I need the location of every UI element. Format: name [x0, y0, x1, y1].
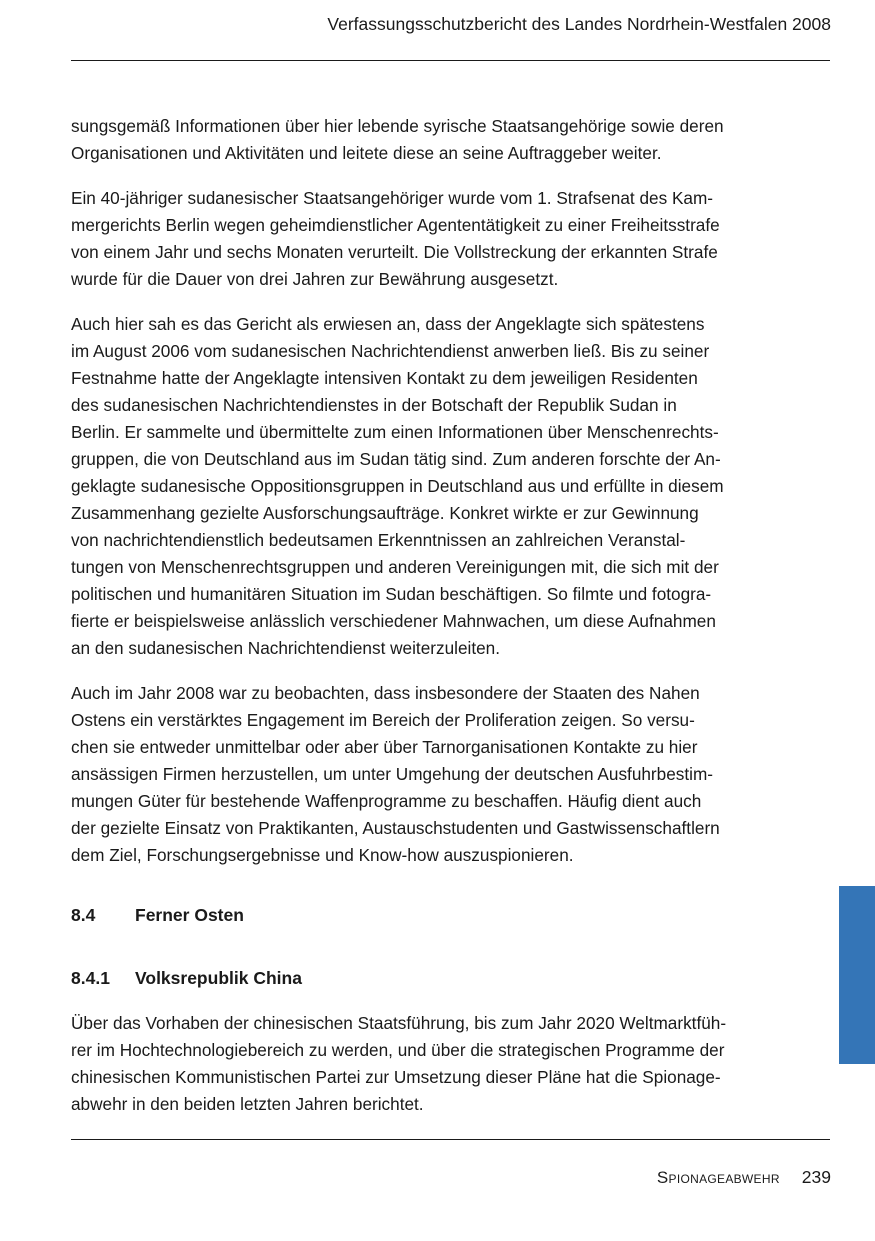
paragraph [71, 113, 787, 167]
paragraph [71, 311, 787, 662]
text-line: Ostens ein verstärktes Engagement im Bereich der Proliferation zeigen. So versu- [71, 710, 695, 730]
paragraph [71, 1010, 787, 1118]
paragraph [71, 680, 787, 869]
text-line: an den sudanesischen Nachrichtendienst weiterzuleiten. [71, 638, 500, 658]
text-line: rer im Hochtechnologiebereich zu werden, und über die strategischen Programme der [71, 1040, 725, 1060]
text-line: im August 2006 vom sudanesischen Nachrichtendienst anwerben ließ. Bis zu seiner [71, 341, 710, 361]
text-line: Über das Vorhaben der chinesischen Staatsführung, bis zum Jahr 2020 Weltmarktfüh- [71, 1013, 727, 1033]
page-body [71, 113, 787, 1136]
footer-section-label: Spionageabwehr [656, 1168, 780, 1187]
page-footer [657, 1165, 831, 1190]
text-line: Auch hier sah es das Gericht als erwiesen an, dass der Angeklagte sich spätestens [71, 314, 705, 334]
section-number: 8.4.1 [71, 968, 110, 988]
paragraph [71, 185, 787, 293]
section-number: 8.4 [71, 905, 96, 925]
text-line: chen sie entweder unmittelbar oder aber über Tarnorganisationen Kontakte zu hier [71, 737, 698, 757]
text-line: Ein 40-jähriger sudanesischer Staatsangehöriger wurde vom 1. Strafsenat des Kam- [71, 188, 714, 208]
text-line: mungen Güter für bestehende Waffenprogramme zu beschaffen. Häufig dient auch [71, 791, 702, 811]
text-line: Auch im Jahr 2008 war zu beobachten, dass insbesondere der Staaten des Nahen [71, 683, 700, 703]
text-line: fierte er beispielsweise anlässlich verschiedener Mahnwachen, um diese Aufnahmen [71, 611, 716, 631]
text-line: politischen und humanitären Situation im Sudan beschäftigen. So filmte und fotogra- [71, 584, 712, 604]
text-line: tungen von Menschenrechtsgruppen und anderen Vereinigungen mit, die sich mit der [71, 557, 719, 577]
text-line: von nachrichtendienstlich bedeutsamen Erkenntnissen an zahlreichen Veranstal- [71, 530, 686, 550]
section-heading-8-4 [71, 902, 787, 929]
page-number: 239 [801, 1167, 831, 1187]
section-title: Volksrepublik China [135, 968, 302, 988]
text-line: Festnahme hatte der Angeklagte intensiven Kontakt zu dem jeweiligen Residenten [71, 368, 698, 388]
text-line: Berlin. Er sammelte und übermittelte zum einen Informationen über Menschenrechts- [71, 422, 719, 442]
footer-rule [71, 1139, 830, 1140]
text-line: abwehr in den beiden letzten Jahren berichtet. [71, 1094, 424, 1114]
section-heading-8-4-1 [71, 965, 787, 992]
text-line: dem Ziel, Forschungsergebnisse und Know-how auszuspionieren. [71, 845, 574, 865]
text-line: chinesischen Kommunistischen Partei zur Umsetzung dieser Pläne hat die Spionage- [71, 1067, 721, 1087]
text-line: geklagte sudanesische Oppositionsgruppen in Deutschland aus und erfüllte in diesem [71, 476, 724, 496]
text-line: mergerichts Berlin wegen geheimdienstlicher Agententätigkeit zu einer Freiheitsstrafe [71, 215, 720, 235]
text-line: ansässigen Firmen herzustellen, um unter Umgehung der deutschen Ausfuhrbestim- [71, 764, 714, 784]
running-header: Verfassungsschutzbericht des Landes Nordrhein-Westfalen 2008 [327, 14, 831, 34]
section-title: Ferner Osten [135, 905, 244, 925]
text-line: des sudanesischen Nachrichtendienstes in der Botschaft der Republik Sudan in [71, 395, 677, 415]
text-line: gruppen, die von Deutschland aus im Sudan tätig sind. Zum anderen forschte der An- [71, 449, 721, 469]
text-line: Organisationen und Aktivitäten und leitete diese an seine Auftraggeber weiter. [71, 143, 662, 163]
text-line: wurde für die Dauer von drei Jahren zur Bewährung ausgesetzt. [71, 269, 559, 289]
text-line: der gezielte Einsatz von Praktikanten, Austauschstudenten und Gastwissenschaftlern [71, 818, 720, 838]
chapter-tab-marker [839, 886, 875, 1064]
text-line: Zusammenhang gezielte Ausforschungsaufträge. Konkret wirkte er zur Gewinnung [71, 503, 699, 523]
header-rule [71, 60, 830, 61]
text-line: sungsgemäß Informationen über hier lebende syrische Staatsangehörige sowie deren [71, 116, 724, 136]
text-line: von einem Jahr und sechs Monaten verurteilt. Die Vollstreckung der erkannten Strafe [71, 242, 718, 262]
